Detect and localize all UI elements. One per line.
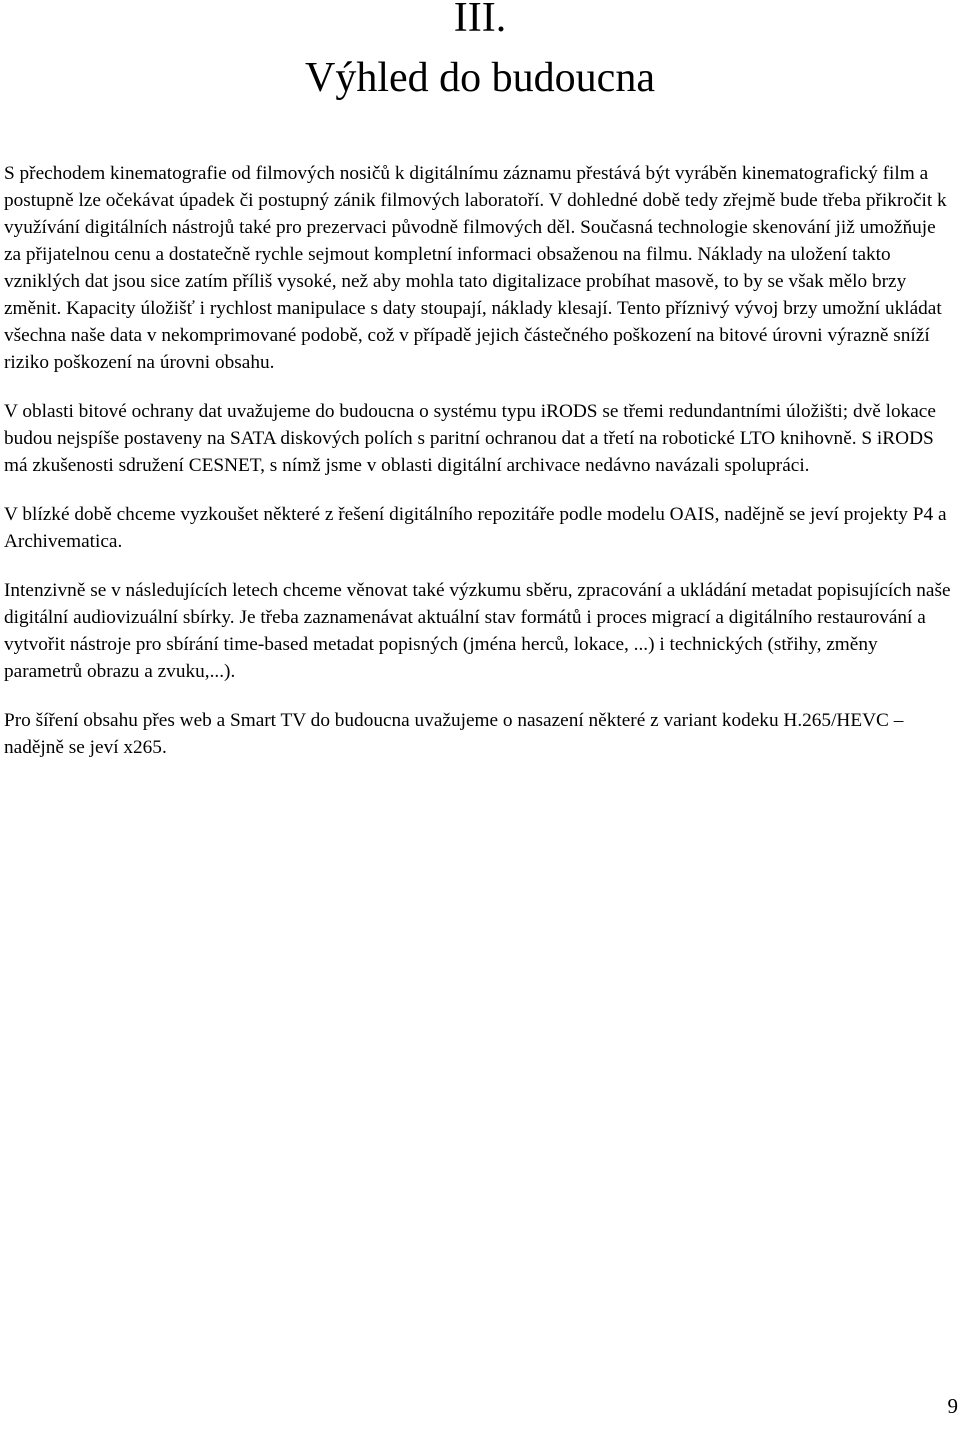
paragraph-bit-protection: V oblasti bitové ochrany dat uvažujeme do budoucna o systému typu iRODS se třemi redundantními úložišti; dvě lokace budou nejspíše postaveny na SATA diskových polích s paritní ochranou dat a třetí na robotické LTO knihovně. S iRODS má zkušenosti sdružení CESNET, s nímž jsme v oblasti digitální archivace nedávno navázali spolupráci. [4,401,936,476]
paragraph-distribution: Pro šíření obsahu přes web a Smart TV do budoucna uvažujeme o nasazení některé z variant kodeku H.265/HEVC – nadějně se jeví x265. [4,710,904,758]
page-number: 9 [947,1394,958,1418]
chapter-number: III. [453,0,507,41]
paragraph-repository: V blízké době chceme vyzkoušet některé z řešení digitálního repozitáře podle modelu OAIS, nadějně se jeví projekty P4 a Archivematica. [4,504,947,552]
paragraph-digital-preservation: S přechodem kinematografie od filmových nosičů k digitálnímu záznamu přestává být vyráběn kinematografický film a postupně lze očekávat úpadek či postupný zánik filmových laboratoří. V dohledné době tedy zřejmě bude třeba přikročit k využívání digitálních nástrojů také pro prezervaci původně filmových děl. Současná technologie skenování již umožňuje za přijatelnou cenu a dostatečně rychle sejmout kompletní informaci obsaženou na filmu. Náklady na uložení takto vzniklých dat jsou sice zatím příliš vysoké, než aby mohla tato digitalizace probíhat masově, to by se však mělo brzy změnit. Kapacity úložišť i rychlost manipulace s daty stoupají, náklady klesají. Tento příznivý vývoj brzy umožní ukládat všechna naše data v nekomprimované podobě, což v případě jejich částečného poškození na bitové úrovni výrazně sníží riziko poškození na úrovni obsahu. [4,163,947,373]
chapter-title: Výhled do budoucna [305,55,655,101]
body-text [4,160,956,783]
paragraph-metadata: Intenzivně se v následujících letech chceme věnovat také výzkumu sběru, zpracování a ukládání metadat popisujících naše digitální audiovizuální sbírky. Je třeba zaznamenávat aktuální stav formátů i proces migrací a digitálního restaurování a vytvořit nástroje pro sbírání time-based metadat popisných (jména herců, lokace, ...) i technických (střihy, změny parametrů obrazu a zvuku,...). [4,580,951,682]
